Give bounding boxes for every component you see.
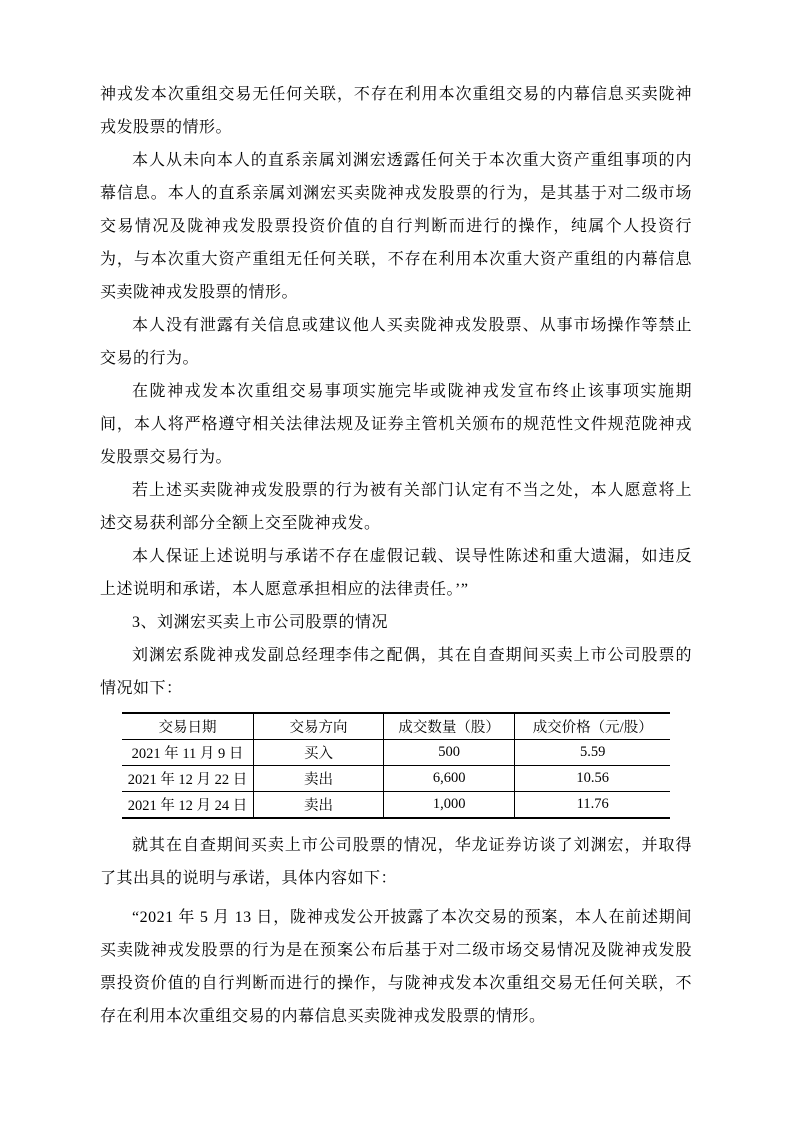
paragraph: 在陇神戎发本次重组交易事项实施完毕或陇神戎发宣布终止该事项实施期间，本人将严格遵守相关法律法规及证券主管机关颁布的规范性文件规范陇神戎发股票交易行为。: [100, 383, 692, 466]
cell-trade-price: 5.59: [515, 740, 670, 766]
cell-trade-quantity: 500: [383, 740, 515, 766]
paragraph-interview: 就其在自查期间买卖上市公司股票的情况，华龙证券访谈了刘渊宏，并取得了其出具的说明与承诺，具体内容如下：: [100, 837, 692, 887]
cell-trade-direction: 卖出: [254, 792, 384, 819]
cell-trade-direction: 买入: [254, 740, 384, 766]
cell-trade-price: 10.56: [515, 766, 670, 792]
paragraph: 本人没有泄露有关信息或建议他人买卖陇神戎发股票、从事市场操作等禁止交易的行为。: [100, 317, 692, 367]
cell-trade-direction: 卖出: [254, 766, 384, 792]
table-row: [122, 792, 670, 819]
cell-trade-price: 11.76: [515, 792, 670, 819]
section-heading: 3、刘渊宏买卖上市公司股票的情况: [132, 614, 389, 631]
header-trade-date: 交易日期: [122, 713, 254, 740]
paragraph: 本人从未向本人的直系亲属刘渊宏透露任何关于本次重大资产重组事项的内幕信息。本人的直系亲属刘渊宏买卖陇神戎发股票的行为，是其基于对二级市场交易情况及陇神戎发股票投资价值的自行判断而进行的操作，纯属个人投资行为，与本次重大资产重组无任何关联，不存在利用本次重大资产重组的内幕信息买卖陇神戎发股票的情形。: [100, 152, 692, 301]
table-header-row: [122, 713, 670, 740]
stock-trades-table: [122, 712, 670, 819]
cell-trade-date: 2021 年 12 月 22 日: [122, 766, 254, 792]
paragraph-commitment-end: 本人保证上述说明与承诺不存在虚假记载、误导性陈述和重大遗漏，如违反上述说明和承诺，本人愿意承担相应的法律责任。’”: [100, 548, 692, 598]
paragraph-table-intro: 刘渊宏系陇神戎发副总经理李伟之配偶，其在自查期间买卖上市公司股票的情况如下：: [100, 647, 692, 697]
header-trade-direction: 交易方向: [254, 713, 384, 740]
cell-trade-quantity: 1,000: [383, 792, 515, 819]
paragraph-quote: “2021 年 5 月 13 日，陇神戎发公开披露了本次交易的预案，本人在前述期间买卖陇神戎发股票的行为是在预案公布后基于对二级市场交易情况及陇神戎发股票投资价值的自行判断而进行的操作，与陇神戎发本次重组交易无任何关联，不存在利用本次重组交易的内幕信息买卖陇神戎发股票的情形。: [100, 909, 692, 1025]
cell-trade-quantity: 6,600: [383, 766, 515, 792]
paragraph-continuation: 神戎发本次重组交易无任何关联，不存在利用本次重组交易的内幕信息买卖陇神戎发股票的情形。: [100, 86, 692, 136]
header-trade-quantity: 成交数量（股）: [383, 713, 515, 740]
paragraph: 若上述买卖陇神戎发股票的行为被有关部门认定有不当之处，本人愿意将上述交易获利部分全额上交至陇神戎发。: [100, 482, 692, 532]
table-row: [122, 766, 670, 792]
table-row: [122, 740, 670, 766]
header-trade-price: 成交价格（元/股）: [515, 713, 670, 740]
cell-trade-date: 2021 年 12 月 24 日: [127, 798, 248, 814]
cell-trade-date: 2021 年 11 月 9 日: [122, 740, 254, 766]
